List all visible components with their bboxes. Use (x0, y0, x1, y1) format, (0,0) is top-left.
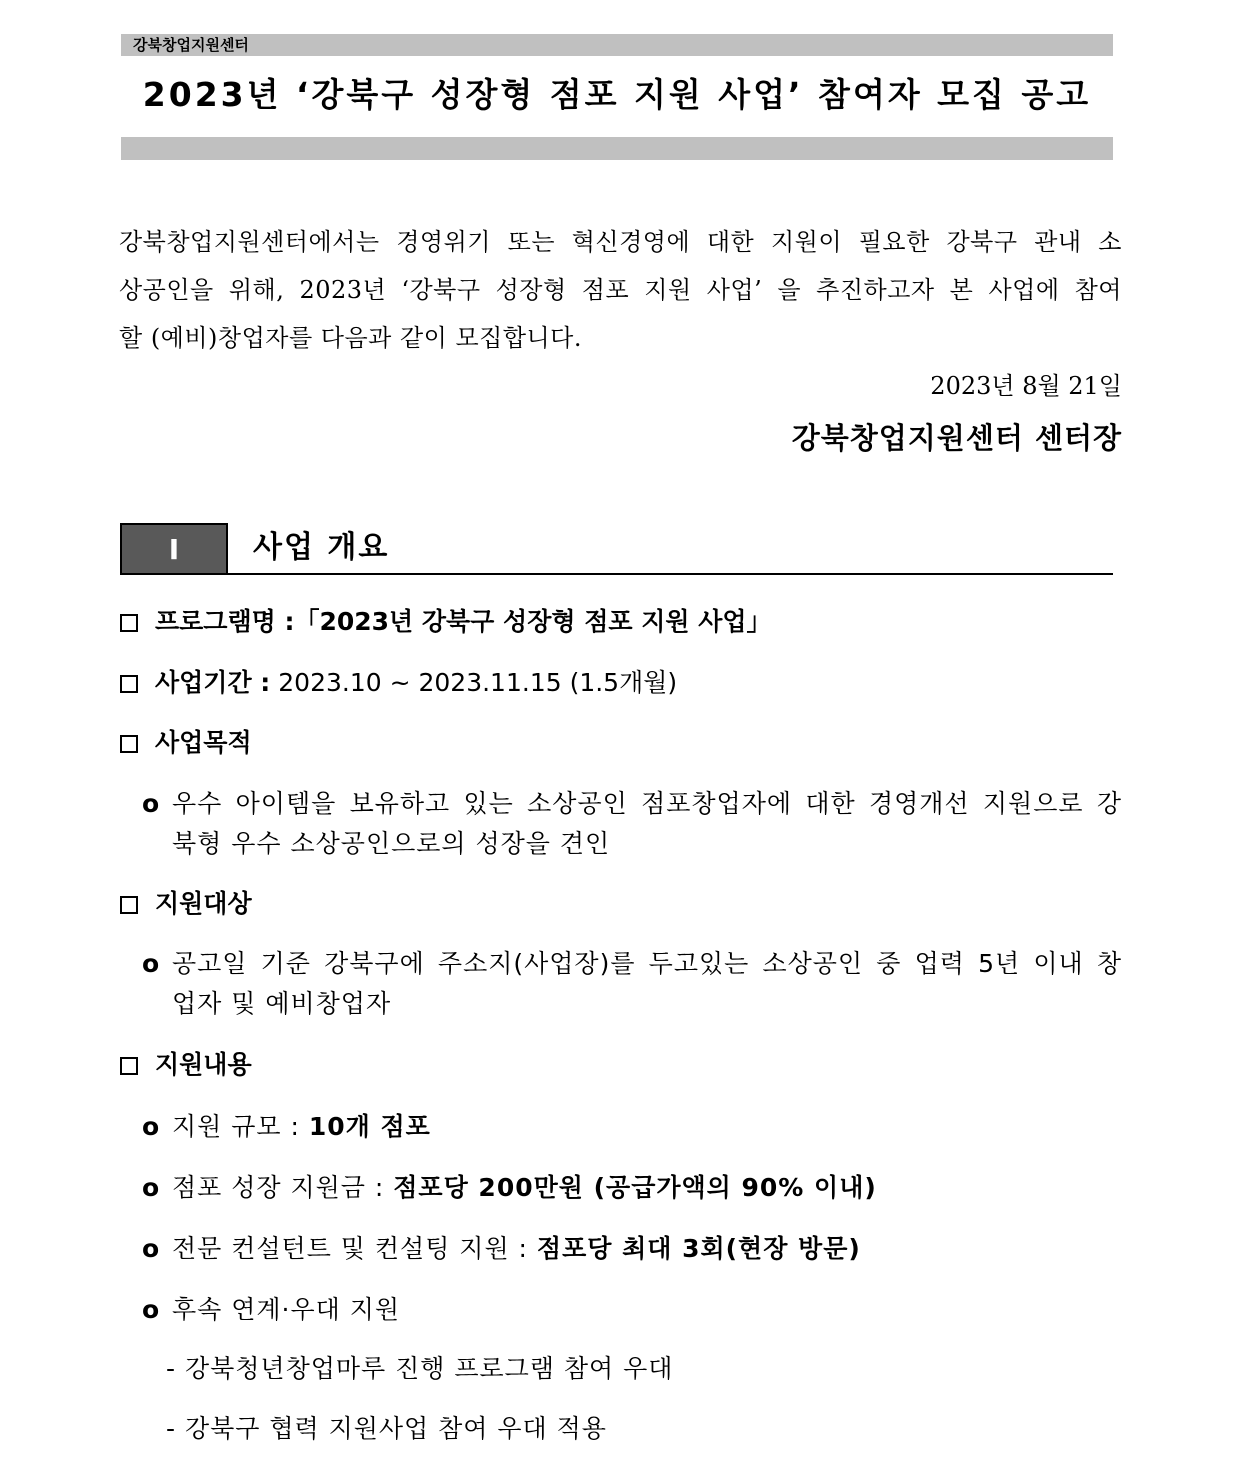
section-number: I (120, 523, 228, 573)
bullet-text (142, 1107, 1122, 1147)
bullet-mark: o (142, 1234, 161, 1263)
announcement-date: 2023년 8월 21일 (930, 372, 1122, 400)
section-header (120, 523, 1113, 575)
period-row (120, 665, 677, 701)
period-value: 2023.10 ~ 2023.11.15 (1.5개월) (278, 668, 678, 697)
fund-bullet (142, 1168, 1122, 1208)
purpose-row (120, 725, 252, 761)
follow-label: 후속 연계·우대 지원 (172, 1295, 401, 1324)
scale-bullet (142, 1107, 1122, 1147)
bullet-mark: o (142, 949, 161, 978)
target-line: 공고일 기준 강북구에 주소지(사업장)를 두고있는 소상공인 중 업력 5년 이내 창 (172, 949, 1122, 978)
intro-line: 상공인을 위해, 2023년 ‘강북구 성장형 점포 지원 사업’ 을 추진하고자 본 사업에 참여 (119, 276, 1122, 304)
signer: 강북창업지원센터 센터장 (791, 421, 1122, 455)
purpose-line: 북형 우수 소상공인으로의 성장을 견인 (172, 829, 611, 858)
program-value: 「2023년 강북구 성장형 점포 지원 사업」 (294, 607, 772, 636)
program-label: 프로그램명 : (155, 607, 295, 636)
fund-label: 점포 성장 지원금 : (172, 1173, 385, 1202)
scale-label: 지원 규모 : (172, 1112, 300, 1141)
intro-paragraph (119, 218, 1122, 362)
bullet-text (142, 944, 1122, 1024)
checkbox-icon (120, 1057, 138, 1075)
bullet-mark: o (142, 789, 161, 818)
checkbox-icon (120, 735, 138, 753)
bullet-text (142, 1229, 1122, 1269)
consult-label: 전문 컨설턴트 및 컨설팅 지원 : (172, 1234, 528, 1263)
follow-sub-item: - 강북청년창업마루 진행 프로그램 참여 우대 (166, 1354, 674, 1383)
bullet-text (142, 1168, 1122, 1208)
bullet-mark: o (142, 1173, 161, 1202)
follow-sub-item: - 강북구 협력 지원사업 참여 우대 적용 (166, 1414, 607, 1443)
bullet-text (142, 784, 1122, 864)
follow-bullet (142, 1290, 1122, 1330)
checkbox-icon (120, 614, 138, 632)
fund-value: 점포당 200만원 (공급가액의 90% 이내) (393, 1173, 877, 1202)
bullet-mark: o (142, 1295, 161, 1324)
content-label: 지원내용 (155, 1050, 252, 1079)
target-bullet (142, 944, 1122, 1024)
period-label: 사업기간 : (155, 668, 271, 697)
consult-bullet (142, 1229, 1122, 1269)
intro-line: 할 (예비)창업자를 다음과 같이 모집합니다. (119, 324, 582, 352)
bullet-mark: o (142, 1112, 161, 1141)
org-name: 강북창업지원센터 (133, 36, 249, 54)
page-title: 2023년 ‘강북구 성장형 점포 지원 사업’ 참여자 모집 공고 (142, 75, 1092, 114)
consult-value: 점포당 최대 3회(현장 방문) (536, 1234, 861, 1263)
program-name-row (120, 604, 772, 640)
target-line: 업자 및 예비창업자 (172, 989, 392, 1018)
org-header-bar (121, 34, 1113, 56)
purpose-label: 사업목적 (155, 728, 252, 757)
scale-value: 10개 점포 (308, 1112, 431, 1141)
section-title: 사업 개요 (253, 530, 390, 565)
target-row (120, 886, 252, 922)
purpose-line: 우수 아이템을 보유하고 있는 소상공인 점포창업자에 대한 경영개선 지원으로 강 (172, 789, 1122, 818)
checkbox-icon (120, 896, 138, 914)
content-row (120, 1047, 252, 1083)
intro-line: 강북창업지원센터에서는 경영위기 또는 혁신경영에 대한 지원이 필요한 강북구 관내 소 (119, 228, 1122, 256)
title-divider-bar (121, 137, 1113, 160)
checkbox-icon (120, 675, 138, 693)
purpose-bullet (142, 784, 1122, 864)
target-label: 지원대상 (155, 889, 252, 918)
